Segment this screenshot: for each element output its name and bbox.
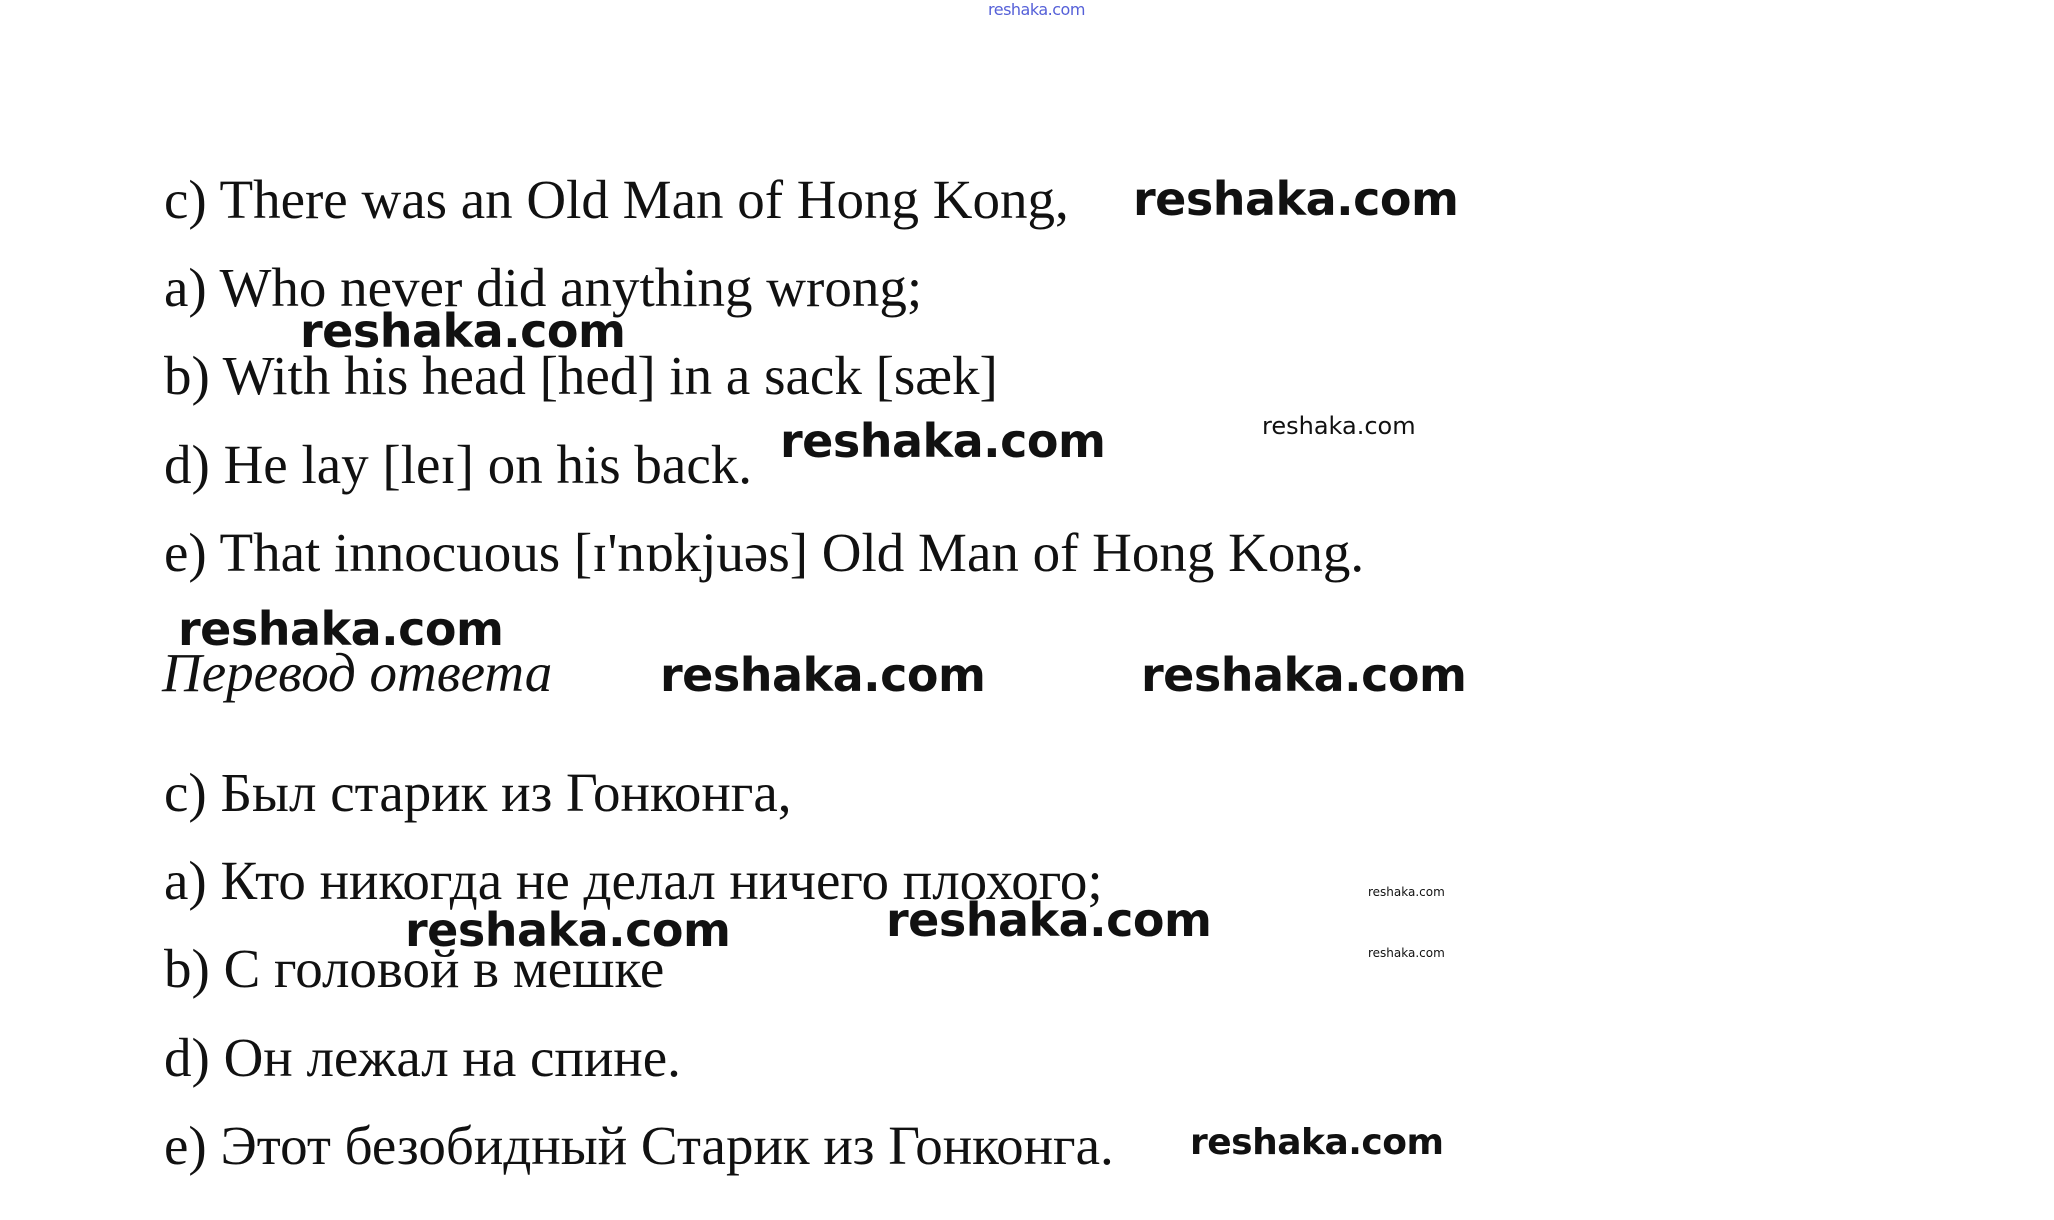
english-line-e: e) That innocuous [ɪ'nɒkjuəs] Old Man of Hong Kong. [164,522,1365,583]
watermark: reshaka.com [405,903,731,957]
watermark: reshaka.com [178,602,504,656]
watermark: reshaka.com [1368,885,1445,899]
watermark: reshaka.com [886,893,1212,947]
english-line-a: a) Who never did anything wrong; [164,257,923,318]
watermark: reshaka.com [780,414,1106,468]
russian-line-e: e) Этот безобидный Старик из Гонконга. [164,1115,1114,1176]
watermark: reshaka.com [1141,648,1467,702]
watermark: reshaka.com [1133,172,1459,226]
russian-line-c: c) Был старик из Гонконга, [164,762,792,823]
russian-line-b: b) С головой в мешке [164,938,665,999]
russian-line-d: d) Он лежал на спине. [164,1027,681,1088]
english-line-c: c) There was an Old Man of Hong Kong, [164,169,1069,230]
english-line-d: d) He lay [leɪ] on his back. [164,434,753,495]
translation-heading: Перевод ответа [162,642,553,703]
watermark: reshaka.com [1262,412,1416,440]
watermark: reshaka.com [1368,946,1445,960]
english-line-b: b) With his head [hed] in a sack [sæk] [164,345,998,406]
watermark: reshaka.com [300,304,626,358]
watermark: reshaka.com [660,648,986,702]
watermark: reshaka.com [1190,1122,1444,1163]
top-watermark: reshaka.com [988,0,1085,19]
russian-line-a: a) Кто никогда не делал ничего плохого; [164,850,1103,911]
